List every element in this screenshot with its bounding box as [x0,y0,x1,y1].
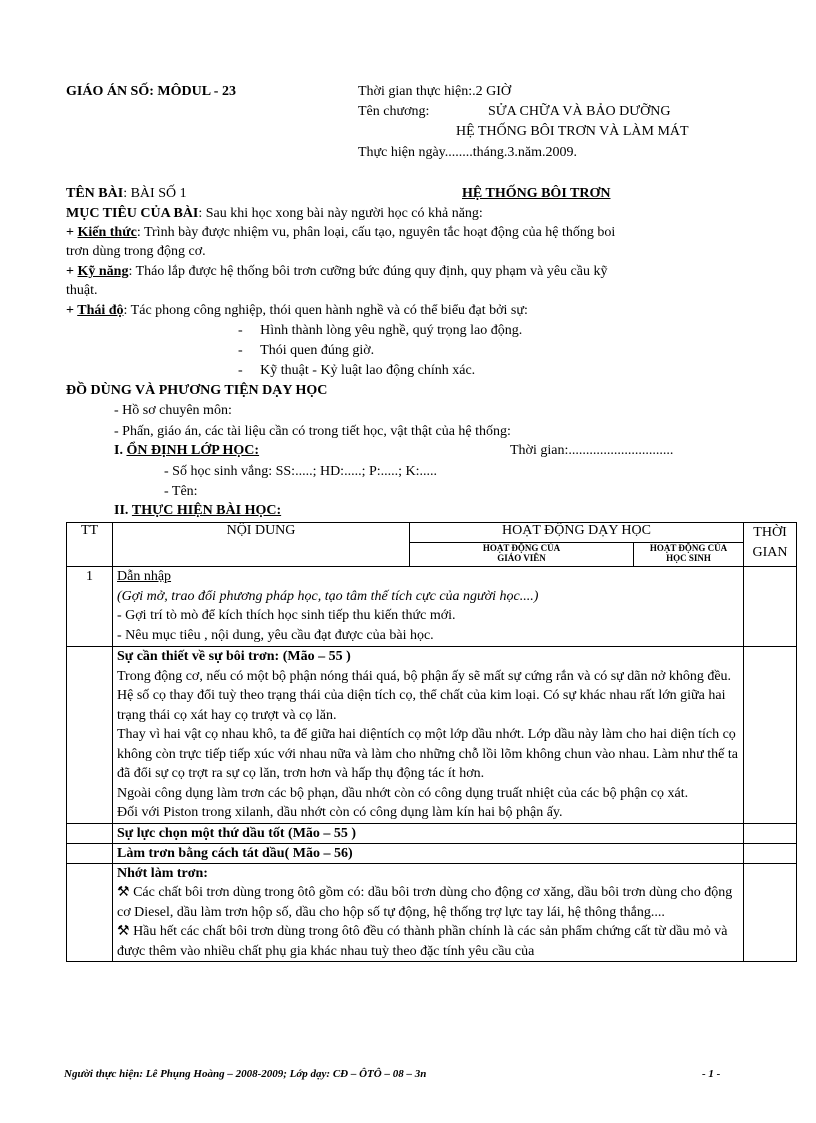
intro-line: - Gợi trí tò mò để kích thích học sinh tiếp thu kiến thức mới. [117,608,456,623]
section-1-heading: I. ỔN ĐỊNH LỚP HỌC: [114,443,260,458]
paragraph: Hệ số cọ thay đổi tuỳ theo trạng thái của diện tích cọ, thể chất của kim loại. Có sự khác nhau rất lớn giữa hai trạng thái cọ xát hay cọ trượt và cọ lăn. [117,688,726,723]
paragraph: ⚒ Hầu hết các chất bôi trơn dùng trong ôtô đều có thành phần chính là các sản phẩm chứng cất từ dầu mỏ và được thêm vào nhiều chất phụ gia khác nhau tuỳ theo đặc tính yêu cầu của [117,924,728,959]
chapter-title-line2: HỆ THỐNG BÔI TRƠN VÀ LÀM MÁT [456,124,689,139]
skill-line: + Kỹ năng: Tháo lắp được hệ thống bôi trơn cưỡng bức đúng quy định, quy phạm và yêu cầu kỹ [66,264,608,279]
attitude-label: Thái độ [77,303,124,318]
knowledge-line: + Kiến thức: Trình bày được nhiệm vu, phân loại, cấu tạo, nguyên tắc hoạt động của hệ thống boi [66,225,616,240]
paragraph: Đối với Piston trong xilanh, dầu nhớt còn có công dụng làm kín hai bộ phận ấy. [117,805,563,820]
lesson-title: HỆ THỐNG BÔI TRƠN [462,186,611,201]
attitude-item: - Hình thành lòng yêu nghề, quý trọng lao động. [238,323,523,338]
duration: Thời gian thực hiện:.2 GIỜ [358,84,512,99]
splash-lubrication-title: Làm trơn bằng cách tát dầu( Mão – 56) [113,843,744,863]
header-student: HOẠT ĐỘNG CỦA HỌC SINH [634,543,744,567]
paragraph: Trong động cơ, nếu có một bộ phận nóng thái quá, bộ phận ấy sẽ mất sự cứng rắn và có sự dãn nở không đều. [117,668,732,684]
section-2-title: THỰC HIỆN BÀI HỌC: [131,503,282,518]
oil-selection-title: Sự lực chọn một thứ dầu tốt (Mão – 55 ) [113,823,744,843]
tools-item: - Hồ sơ chuyên môn: [114,403,232,418]
lesson-name [66,186,187,202]
intro-title: Dẫn nhập [117,569,172,584]
section-1-time: Thời gian:.............................. [510,443,674,458]
table-row [67,567,797,647]
header-activity: HOẠT ĐỘNG DẠY HỌC [410,523,744,543]
knowledge-label: Kiến thức [77,225,137,240]
wrench-icon: ⚒ [117,924,130,939]
objective-text: : Sau khi học xong bài này người học có khả năng: [198,206,483,221]
lesson-name-value: : BÀI SỐ 1 [123,186,187,201]
skill-label: Kỹ năng [77,264,129,279]
header-tt: TT [67,523,113,567]
paragraph: Ngoài công dụng làm trơn các bộ phạn, dầu nhớt còn có công dụng truất nhiệt của các bộ phận cọ xát. [117,785,689,801]
wrench-icon: ⚒ [117,885,130,900]
skill-text-2: thuật. [66,283,98,298]
paragraph: Thay vì hai vật cọ nhau khô, ta để giữa hai diệntích cọ một lớp dầu nhớt. Lớp dầu này làm cho hai diện tích cọ không còn trực tiếp tiếp xúc với nhau nữa và làm cho những chỗ lồi lõm không chun vào nhau. Làm như thế ta đã đổi sự cọ trợt ra sự cọ lăn, trơn hơn và hấp thụ động tác ít hơn. [117,727,738,781]
student-names: - Tên: [164,484,198,499]
lesson-table [66,522,797,962]
header-time: THỜI GIAN [744,523,797,567]
lesson-name-label: TÊN BÀI [66,186,124,201]
table-row [67,647,797,824]
chapter-label: Tên chương: [358,104,430,119]
knowledge-text-2: trơn dùng trong động cơ. [66,244,206,259]
skill-text: : Tháo lắp được hệ thống bôi trơn cưỡng bức đúng quy định, quy phạm và yêu cầu kỹ [128,264,608,279]
objective-label: MỤC TIÊU CỦA BÀI [66,206,199,221]
attitude-item: - Thói quen đúng giờ. [238,343,375,358]
header-content: NỘI DUNG [113,523,410,567]
table-row [67,823,797,843]
lesson-plan-number: GIÁO ÁN SỐ: MÔDUL - 23 [66,84,236,99]
section-1-title: ỔN ĐỊNH LỚP HỌC: [126,443,260,458]
intro-line: - Nêu mục tiêu , nội dung, yêu cầu đạt được của bài học. [117,627,434,643]
row-number: 1 [67,567,113,647]
section-2-heading: II. THỰC HIỆN BÀI HỌC: [114,503,282,518]
tools-heading: ĐỒ DÙNG VÀ PHƯƠNG TIỆN DẠY HỌC [66,383,328,398]
knowledge-text: : Trình bày được nhiệm vu, phân loại, cấu tạo, nguyên tắc hoạt động của hệ thống boi [136,225,616,240]
header-teacher: HOẠT ĐỘNG CỦA GIÁO VIÊN [410,543,634,567]
attitude-item: - Kỹ thuật - Kỷ luật lao động chính xác. [238,363,476,378]
paragraph: ⚒ Các chất bôi trơn dùng trong ôtô gồm có: dầu bôi trơn dùng cho động cơ xăng, dầu bôi trơn dùng cho động cơ Diesel, dầu làm trơn hộp số, dầu cho hộp số tự động, hệ thống trợ lực tay lái, hệ thông thắng.... [117,885,733,920]
page-number: - 1 - [702,1068,721,1080]
table-row [67,843,797,863]
attitude-text: : Tác phong công nghiệp, thói quen hành nghề và có thể biểu đạt bởi sự: [123,303,528,318]
footer-author: Người thực hiện: Lê Phụng Hoàng – 2008-2009; Lớp dạy: CĐ – ÔTÔ – 08 – 3n [64,1068,427,1080]
attitude-line: + Thái độ: Tác phong công nghiệp, thói quen hành nghề và có thể biểu đạt bởi sự: [66,303,528,318]
tools-item: - Phấn, giáo án, các tài liệu cần có trong tiết học, vật thật của hệ thống: [114,424,511,439]
objective-line [66,206,483,222]
table-row [67,863,797,962]
lubricating-oil-title: Nhớt làm trơn: [117,865,208,881]
lubrication-need-title: Sự cần thiết về sự bôi trơn: (Mão – 55 ) [117,649,351,664]
date-line: Thực hiện ngày........tháng.3.năm.2009. [358,145,577,160]
chapter-title-line1: SỬA CHỮA VÀ BẢO DƯỠNG [488,104,671,119]
intro-subtitle: (Gợi mở, trao đổi phương pháp học, tạo tâm thế tích cực của người học....) [117,588,539,604]
absent-students: - Số học sinh vắng: SS:.....; HD:.....; P:.....; K:..... [164,464,438,479]
